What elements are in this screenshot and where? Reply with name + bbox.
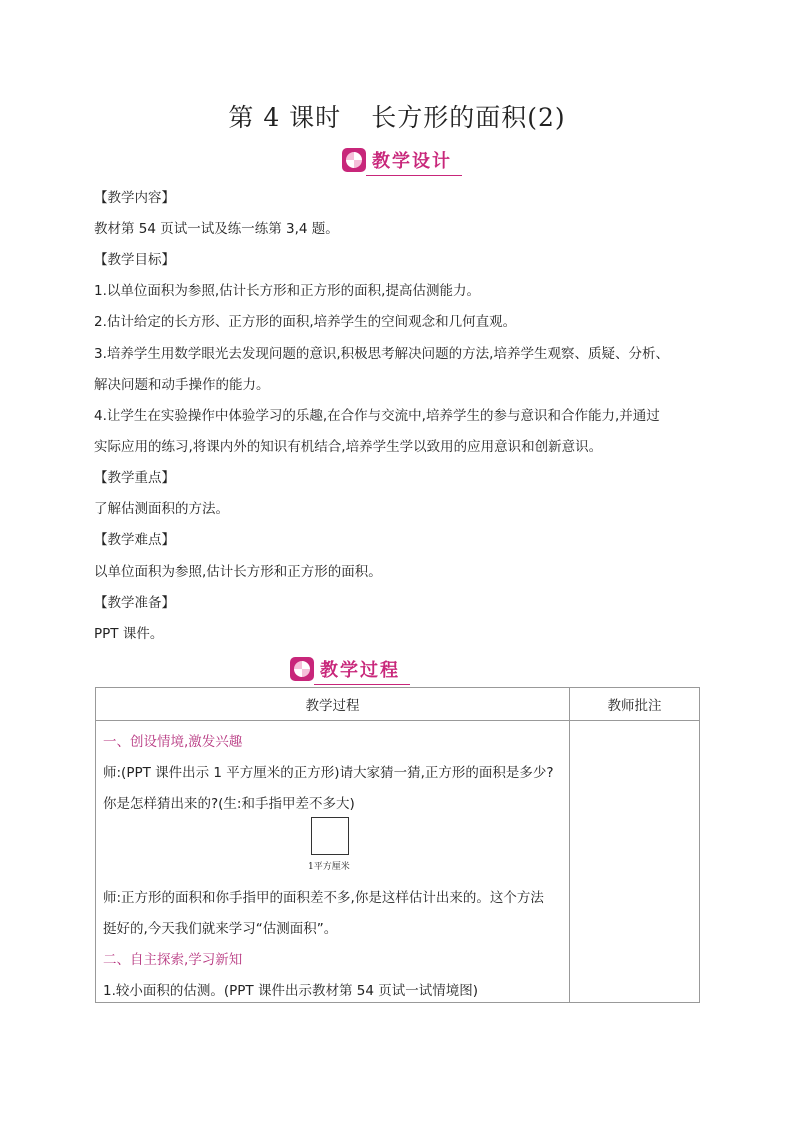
process-table <box>95 687 700 1003</box>
content-text: 教材第 54 页试一试及练一练第 3,4 题。 <box>94 221 339 237</box>
paragraph-1-line-2: 你是怎样猜出来的?(生:和手指甲差不多大) <box>103 796 355 812</box>
paragraph-2-line-1: 师:正方形的面积和你手指甲的面积差不多,你是这样估计出来的。这个方法 <box>103 890 544 906</box>
banner-label: 教学设计 <box>372 151 452 172</box>
key-text: 了解估测面积的方法。 <box>94 501 229 517</box>
paragraph-1-line-1: 师:(PPT 课件出示 1 平方厘米的正方形)请大家猜一猜,正方形的面积是多少? <box>103 765 554 781</box>
difficulty-heading: 【教学难点】 <box>94 532 175 548</box>
prep-text: PPT 课件。 <box>94 626 164 642</box>
pinwheel-logo-icon <box>290 657 314 681</box>
banner-underline <box>366 175 462 177</box>
pinwheel-logo-icon <box>342 148 366 172</box>
goal-3-line-2: 解决问题和动手操作的能力。 <box>94 377 270 393</box>
col-header-notes: 教师批注 <box>569 688 699 721</box>
table-header-row <box>96 688 700 721</box>
paragraph-2-line-2: 挺好的,今天我们就来学习“估测面积”。 <box>103 921 338 937</box>
prep-heading: 【教学准备】 <box>94 595 175 611</box>
process-cell <box>96 721 570 1003</box>
goal-1: 1.以单位面积为参照,估计长方形和正方形的面积,提高估测能力。 <box>94 283 480 299</box>
content-heading: 【教学内容】 <box>94 190 175 206</box>
lesson-number: 第 4 课时 <box>228 103 342 132</box>
goal-3-line-1: 3.培养学生用数学眼光去发现问题的意识,积极思考解决问题的方法,培养学生观察、质疑、分析、 <box>94 346 669 362</box>
key-heading: 【教学重点】 <box>94 470 175 486</box>
lesson-title: 长方形的面积(2) <box>371 103 566 132</box>
goal-4-line-2: 实际应用的练习,将课内外的知识有机结合,培养学生学以致用的应用意识和创新意识。 <box>94 439 603 455</box>
difficulty-text: 以单位面积为参照,估计长方形和正方形的面积。 <box>94 564 382 580</box>
goal-4-line-1: 4.让学生在实验操作中体验学习的乐趣,在合作与交流中,培养学生的参与意识和合作能力,并通过 <box>94 408 660 424</box>
process-banner <box>290 655 400 683</box>
teacher-notes-cell <box>569 721 699 1003</box>
step-2-title: 二、自主探索,学习新知 <box>103 952 243 968</box>
goal-2: 2.估计给定的长方形、正方形的面积,培养学生的空间观念和几何直观。 <box>94 314 517 330</box>
page-title <box>0 98 794 134</box>
unit-square-figure <box>311 817 349 855</box>
unit-square-label: 1平方厘米 <box>308 862 350 872</box>
goals-heading: 【教学目标】 <box>94 252 175 268</box>
banner-underline <box>314 684 410 686</box>
paragraph-3: 1.较小面积的估测。(PPT 课件出示教材第 54 页试一试情境图) <box>103 983 478 999</box>
design-banner <box>342 146 452 174</box>
col-header-process: 教学过程 <box>96 688 570 721</box>
step-1-title: 一、创设情境,激发兴趣 <box>103 734 243 750</box>
banner-label: 教学过程 <box>320 660 400 681</box>
table-row <box>96 721 700 1003</box>
